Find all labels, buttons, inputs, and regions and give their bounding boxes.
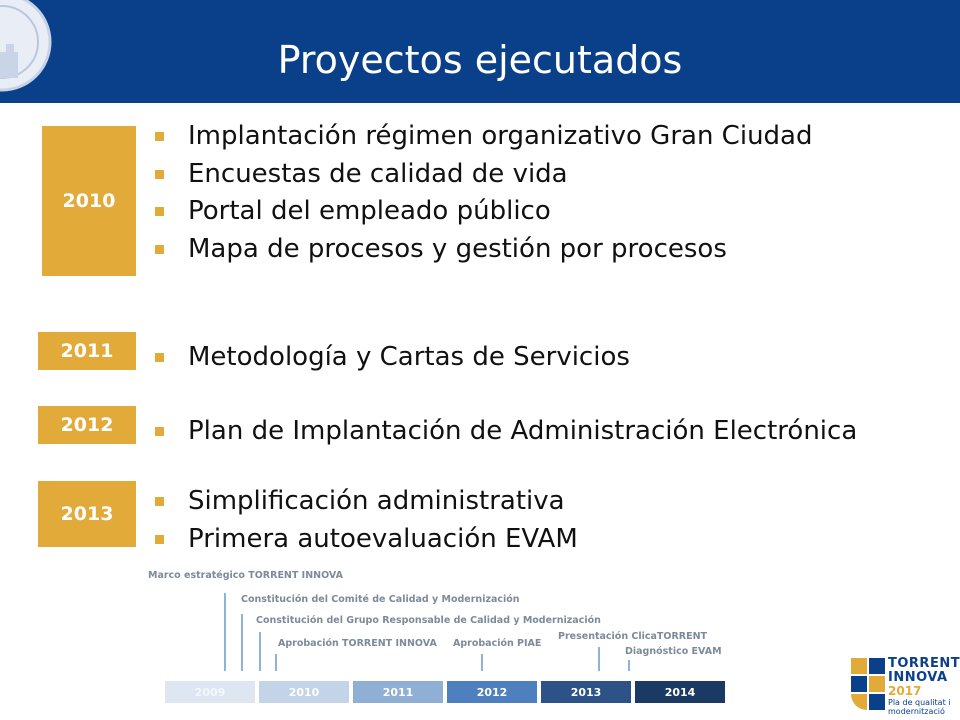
list-item: Primera autoevaluación EVAM (155, 521, 578, 559)
timeline-year-2009: 2009 (165, 681, 255, 703)
list-item: Encuestas de calidad de vida (155, 156, 812, 194)
timeline-tick (598, 647, 600, 671)
header-bar (0, 0, 960, 103)
timeline-year-2011: 2011 (353, 681, 443, 703)
projects-2013-list (155, 483, 578, 558)
timeline-tick (628, 660, 630, 671)
projects-2012-list (155, 413, 857, 451)
timeline-event-label: Aprobación PIAE (453, 638, 542, 649)
year-badge-2012: 2012 (38, 406, 136, 444)
bullet-square-icon (155, 427, 164, 436)
bullet-square-icon (155, 170, 164, 179)
projects-2011-list (155, 339, 630, 377)
year-badge-2011: 2011 (38, 332, 136, 370)
list-item: Portal del empleado público (155, 193, 812, 231)
timeline-tick (275, 654, 277, 671)
brand-tagline-2: modernització (888, 707, 945, 716)
timeline-event-label: Constitución del Grupo Responsable de Calidad y Modernización (256, 615, 601, 626)
timeline-tick (224, 593, 226, 671)
list-item: Simplificación administrativa (155, 483, 578, 521)
list-item: Plan de Implantación de Administración Electrónica (155, 413, 857, 451)
brand-name-line1: TORRENT (888, 656, 960, 671)
timeline-tick (259, 632, 261, 671)
timeline-event-label: Marco estratégico TORRENT INNOVA (148, 570, 343, 581)
page-title: Proyectos ejecutados (277, 38, 683, 82)
year-badge-2013: 2013 (38, 481, 136, 547)
timeline-event-label: Presentación ClicaTORRENT (558, 631, 708, 642)
timeline-event-label: Constitución del Comité de Calidad y Modernización (241, 594, 520, 605)
bullet-square-icon (155, 353, 164, 362)
bullet-square-icon (155, 245, 164, 254)
bullet-square-icon (155, 132, 164, 141)
timeline-year-2013: 2013 (541, 681, 631, 703)
projects-2010-list (155, 118, 812, 268)
list-item: Implantación régimen organizativo Gran Ciudad (155, 118, 812, 156)
bullet-square-icon (155, 535, 164, 544)
year-badge-2010: 2010 (42, 126, 136, 276)
bullet-square-icon (155, 207, 164, 216)
timeline-event-label: Aprobación TORRENT INNOVA (278, 638, 437, 649)
brand-name-line2: INNOVA (888, 670, 948, 685)
bullet-square-icon (155, 497, 164, 506)
timeline-tick (481, 654, 483, 671)
brand-year: 2017 (888, 684, 922, 698)
timeline-event-label: Diagnóstico EVAM (625, 646, 722, 657)
timeline-year-2010: 2010 (259, 681, 349, 703)
brand-tagline-1: Pla de qualitat i (888, 698, 951, 707)
list-item: Metodología y Cartas de Servicios (155, 339, 630, 377)
timeline-year-2014: 2014 (635, 681, 725, 703)
list-item: Mapa de procesos y gestión por procesos (155, 231, 812, 269)
timeline-year-2012: 2012 (447, 681, 537, 703)
timeline-tick (241, 614, 243, 671)
